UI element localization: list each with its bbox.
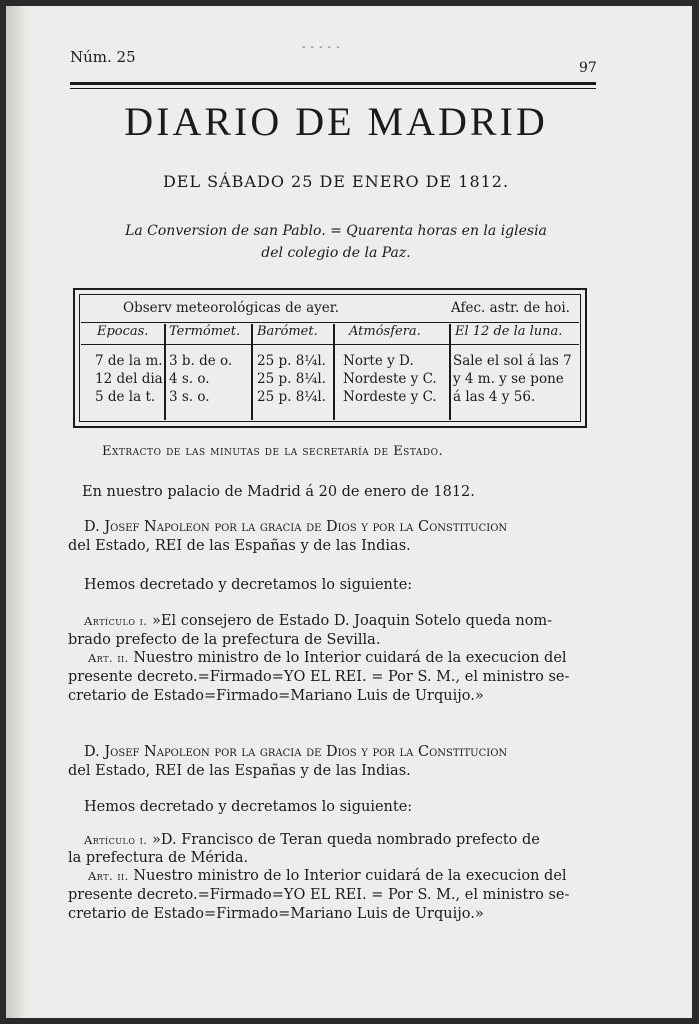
decree1-hemos: Hemos decretado y decretamos lo siguiente: [84,577,413,593]
termomet-row: 3 b. de o. [169,353,233,369]
col-atmosfera: Atmósfera. [349,324,421,339]
decree2-art2-line3: cretario de Estado=Firmado=Mariano Luis de Urquijo.» [68,906,484,922]
decree2-intro-2: del Estado, REI de las Españas y de las Indias. [68,763,411,779]
header-rule-thin [70,88,596,89]
religious-notice-line-1: La Conversion de san Pablo. = Quarenta horas en la iglesia [125,223,547,239]
baromet-row: 25 p. 8¼l. [257,353,326,369]
luna-row: Sale el sol á las 7 [453,353,572,369]
baromet-values [257,352,326,406]
termomet-row: 4 s. o. [169,371,210,387]
decree2-intro-1-text: D. Josef Napoleon por la gracia de Dios y por la Constitucion [84,744,508,760]
epoca-row: 7 de la m. [95,353,163,369]
astro-heading: Afec. astr. de hoi. [451,300,570,316]
decree2-hemos: Hemos decretado y decretamos lo siguiente: [84,799,413,815]
decree2-art2-line2: presente decreto.=Firmado=YO EL REI. = Por S. M., el ministro se- [68,887,570,903]
col-baromet: Barómet. [257,324,318,339]
header-ornament: - - - - - [302,42,341,53]
baromet-row: 25 p. 8¼l. [257,389,326,405]
epoca-row: 12 del dia. [95,371,168,387]
luna-values [453,352,572,406]
decree1-art2-text: Nuestro ministro de lo Interior cuidará de la execucion del [133,650,567,666]
religious-notice-line-2: del colegio de la Paz. [261,245,411,261]
decree2-art1 [84,831,614,850]
decree1-intro-1-text: D. Josef Napoleon por la gracia de Dios y por la Constitucion [84,519,508,535]
col-termomet: Termómet. [169,324,241,339]
decree2-art2-label: Art. ii. [88,869,129,883]
issue-date: DEL SÁBADO 25 DE ENERO DE 1812. [162,172,510,191]
header-rule-thick [70,82,596,85]
decree1-art1 [84,612,614,631]
termomet-values [169,352,232,406]
col-divider-3 [333,324,335,420]
decree2-art1-line2: la prefectura de Mérida. [68,850,249,866]
decree2-art2 [88,867,618,886]
decree1-art1-line2: brado prefecto de la prefectura de Sevilla. [68,632,381,648]
decree2-art2-text: Nuestro ministro de lo Interior cuidará de la execucion del [133,868,567,884]
decree1-art2-line2: presente decreto.=Firmado=YO EL REI. = Por S. M., el ministro se- [68,669,570,685]
newspaper-title: DIARIO DE MADRID [124,99,548,144]
col-divider-4 [449,324,451,420]
col-divider-2 [251,324,253,420]
subheading-divider [81,344,579,345]
col-luna: El 12 de la luna. [455,324,563,339]
termomet-row: 3 s. o. [169,389,210,405]
heading-divider [81,322,579,323]
atmosfera-values [343,352,437,406]
weather-heading: Observ meteorológicas de ayer. [123,300,339,316]
decree1-intro-2: del Estado, REI de las Españas y de las Indias. [68,538,411,554]
weather-observations-table [73,288,587,428]
decree1-art2 [88,649,618,668]
atmosfera-row: Nordeste y C. [343,371,437,387]
decree2-intro-1 [84,743,614,762]
religious-notice [86,220,586,264]
col-epocas: Epocas. [97,324,149,339]
luna-row: á las 4 y 56. [453,389,536,405]
decree2-art1-text: »D. Francisco de Teran queda nombrado prefecto de [152,832,540,848]
newspaper-page [6,6,692,1018]
decree1-art2-label: Art. ii. [88,651,129,665]
atmosfera-row: Norte y D. [343,353,414,369]
luna-row: y 4 m. y se pone [453,371,564,387]
decree1-intro-1 [84,518,614,537]
epoca-row: 5 de la t. [95,389,156,405]
issue-number: Núm. 25 [70,48,136,66]
decree1-art1-text: »El consejero de Estado D. Joaquin Sotelo queda nom- [152,613,553,629]
atmosfera-row: Nordeste y C. [343,389,437,405]
decree2-art1-label: Artículo i. [84,833,148,847]
section-heading-extracto: Extracto de las minutas de la secretaría de Estado. [102,444,444,459]
page-number: 97 [579,60,597,76]
decree1-art2-line3: cretario de Estado=Firmado=Mariano Luis de Urquijo.» [68,688,484,704]
decree1-art1-label: Artículo i. [84,614,148,628]
epocas-values [95,352,167,406]
baromet-row: 25 p. 8¼l. [257,371,326,387]
palacio-line: En nuestro palacio de Madrid á 20 de enero de 1812. [82,484,475,500]
